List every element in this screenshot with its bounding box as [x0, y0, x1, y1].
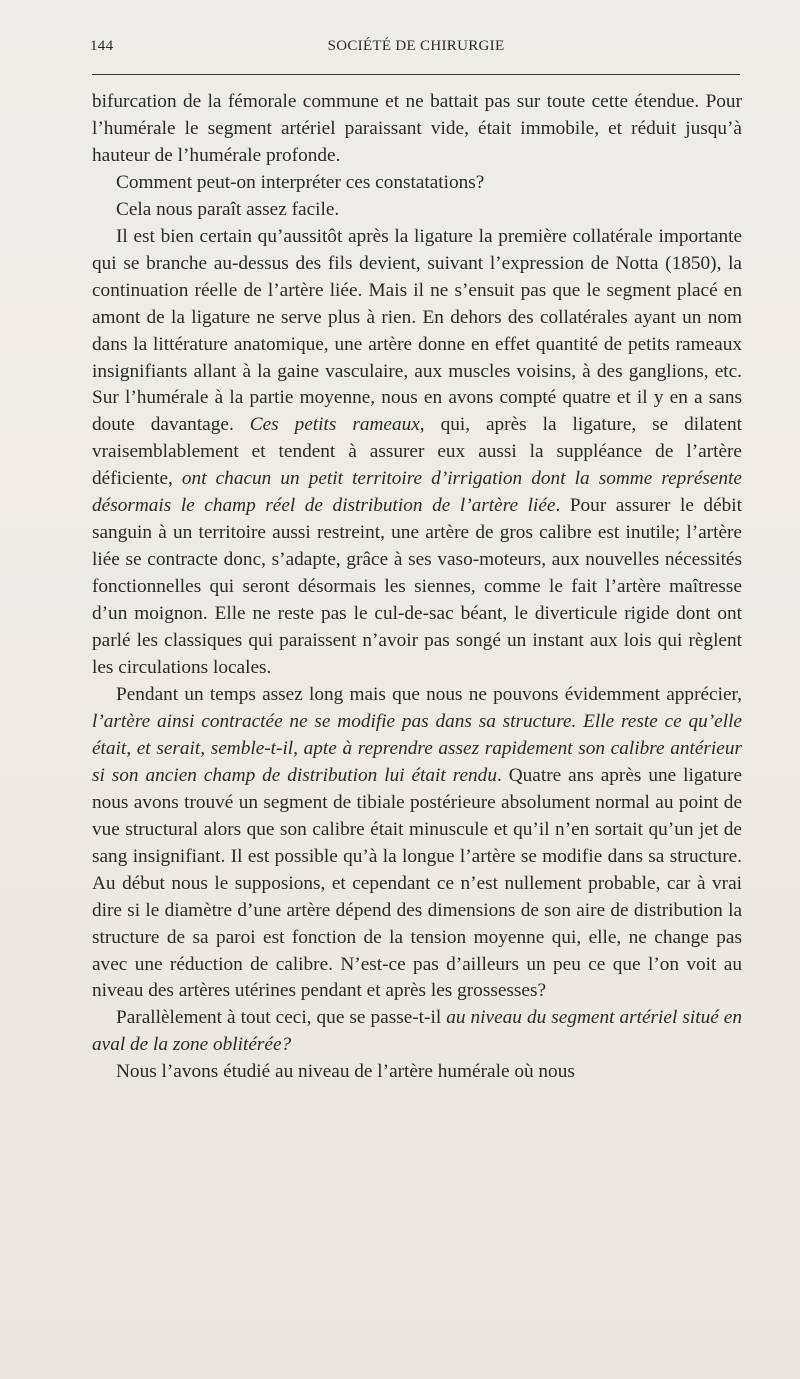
italic-phrase: au niveau du segment artériel situé en aval de la zone oblitérée?	[92, 1007, 742, 1056]
paragraph-text: Parallèlement à tout ceci, que se passe-t-il	[116, 1007, 447, 1029]
page-number: 144	[90, 38, 114, 54]
paragraph-continuation: bifurcation de la fémorale commune et ne battait pas sur toute cette étendue. Pour l’humérale le segment artériel paraissant vide, était immobile, et réduit jusqu’à hauteur de l’humérale profonde.	[92, 91, 742, 166]
body-text	[92, 89, 742, 1086]
paragraph-answer: Cela nous paraît assez facile.	[116, 198, 340, 220]
page-header	[90, 38, 742, 64]
paragraph-text: . Pour assurer le débit sanguin à un territoire aussi restreint, une artère de gros calibre est inutile; l’artère liée se contracte donc, s’adapte, grâce à ses vaso-moteurs, aux nouvelles nécessités fonctionnelles qui seront désormais les siennes, comme le fait l’artère maîtresse d’un moignon. Elle ne reste pas le cul-de-sac béant, le diverticule rigide dont ont parlé les classiques qui paraissent n’avoir pas songé un instant aux lois qui règlent les circulations locales.	[92, 495, 742, 679]
paragraph-collaterals	[92, 224, 742, 682]
paragraph-structure	[92, 682, 742, 1005]
italic-phrase: Ces petits rameaux	[249, 414, 420, 436]
paragraph-question: Comment peut-on interpréter ces constatations?	[116, 171, 485, 193]
italic-phrase: ont chacun un petit territoire d’irrigation dont la somme représente désormais le champ réel de distribution de l’artère liée	[92, 468, 742, 517]
paragraph-text: Il est bien certain qu’aussitôt après la ligature la première collatérale importante qui se branche au-dessus des fils devient, suivant l’expression de Notta (1850), la continuation réelle de l’artère liée. Mais il ne s’ensuit pas que le segment placé en amont de la ligature ne serve plus à rien. En dehors des collatérales ayant un nom dans la littérature anatomique, une artère donne en effet quantité de petits rameaux insignifiants allant à la gaine vasculaire, aux muscles voisins, à des ganglions, etc. Sur l’humérale à la partie moyenne, nous en avons compté quatre et il y en a sans doute davantage.	[92, 225, 742, 436]
header-rule	[92, 74, 740, 75]
paragraph-downstream	[92, 1005, 742, 1059]
paragraph-humeral: Nous l’avons étudié au niveau de l’artère humérale où nous	[116, 1061, 575, 1083]
running-title: SOCIÉTÉ DE CHIRURGIE	[327, 38, 505, 54]
italic-phrase: l’artère ainsi contractée ne se modifie pas dans sa structure. Elle reste ce qu’elle était, et serait, semble-t-il, apte à reprendre assez rapidement son calibre antérieur si son ancien champ de distribution lui était rendu	[92, 710, 742, 786]
paragraph-text: , qui, après la ligature, se dilatent vraisemblablement et tendent à assurer eux aussi la suppléance de l’artère déficiente,	[92, 414, 742, 490]
paragraph-text: . Quatre ans après une ligature nous avons trouvé un segment de tibiale postérieure absolument normal au point de vue structural alors que son calibre était minuscule et qu’il n’en sortait qu’un jet de sang insignifiant. Il est possible qu’à la longue l’artère se modifie dans sa structure. Au début nous le supposions, et cependant ce n’est nullement probable, car à vrai dire si le diamètre d’une artère dépend des dimensions de son aire de distribution la structure de sa paroi est fonction de la tension moyenne qui, elle, ne change pas avec une réduction de calibre. N’est-ce pas d’ailleurs un peu ce que l’on voit au niveau des artères utérines pendant et après les grossesses?	[92, 764, 743, 1002]
paragraph-text: Pendant un temps assez long mais que nous ne pouvons évidemment apprécier,	[116, 683, 742, 705]
